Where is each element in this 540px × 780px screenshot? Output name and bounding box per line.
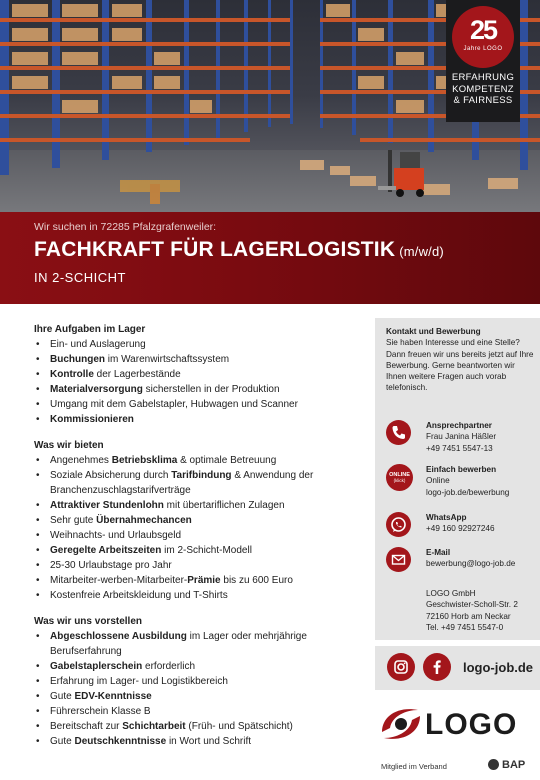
online-line: Online (426, 476, 450, 486)
list-item: • Mitarbeiter-werben-Mitarbeiter-Prämie bis zu 600 Euro (34, 573, 364, 588)
website-link[interactable]: logo-job.de (463, 660, 534, 675)
list-item: • Materialversorgung sicherstellen in der Produktion (34, 382, 364, 397)
list-item: • Kostenfreie Arbeitskleidung und T-Shirts (34, 588, 364, 603)
online-label: Einfach bewerben (426, 465, 497, 474)
list-item: • Soziale Absicherung durch Tarifbindung & Anwendung der Branchenzuschlagstarifverträge (34, 468, 364, 498)
phone-label: Ansprechpartner (426, 421, 492, 430)
list-item: • Gute Deutschkenntnisse in Wort und Schrift (34, 734, 364, 749)
whatsapp-details (426, 512, 540, 535)
list-item: • Gabelstaplerschein erforderlich (34, 659, 364, 674)
whatsapp-label: WhatsApp (426, 513, 467, 522)
company-address (426, 588, 538, 633)
logo-mark-icon (378, 702, 424, 746)
section-heading-offer: Was wir bieten (34, 440, 104, 451)
instagram-icon[interactable] (387, 653, 415, 681)
phone-icon (386, 420, 411, 445)
job-title-text: FACHKRAFT FÜR LAGERLOGISTIK (34, 238, 396, 261)
list-item: • Umgang mit dem Gabelstapler, Hubwagen und Scanner (34, 397, 364, 412)
online-apply-icon: ONLINE (klick) (386, 464, 413, 491)
facebook-icon[interactable] (423, 653, 451, 681)
list-item: • Weihnachts- und Urlaubsgeld (34, 528, 364, 543)
requirements-list (34, 629, 364, 749)
anniversary-seal (452, 6, 514, 68)
contact-heading: Kontakt und Bewerbung (386, 327, 481, 336)
value-line: KOMPETENZ (452, 83, 514, 95)
social-bar (375, 646, 540, 690)
list-item: • Angenehmes Betriebsklima & optimale Betreuung (34, 453, 364, 468)
phone-details (426, 420, 540, 454)
shift-subtitle: IN 2-SCHICHT (34, 270, 126, 285)
list-item: • Ein- und Auslagerung (34, 337, 364, 352)
whatsapp-icon (386, 512, 411, 537)
apply-link[interactable]: logo-job.de/bewerbung (426, 487, 510, 497)
list-item: • Abgeschlossene Ausbildung im Lager oder mehrjährige Berufserfahrung (34, 629, 364, 659)
value-line: & FAIRNESS (453, 95, 513, 106)
email-label: E-Mail (426, 548, 451, 557)
list-item: • Kontrolle der Lagerbestände (34, 367, 364, 382)
list-item: • Gute EDV-Kenntnisse (34, 689, 364, 704)
value-line: ERFAHRUNG (451, 72, 515, 83)
email-icon (386, 547, 411, 572)
job-title (34, 238, 444, 262)
bap-icon (488, 759, 499, 770)
phone-number[interactable]: +49 7451 5547-13 (426, 443, 493, 453)
section-heading-requirements: Was wir uns vorstellen (34, 616, 142, 627)
company-phone: Tel. +49 7451 5547-0 (426, 622, 504, 632)
online-details (426, 464, 540, 498)
email-address[interactable]: bewerbung@logo-job.de (426, 559, 516, 569)
list-item: • Sehr gute Übernahmechancen (34, 513, 364, 528)
section-heading-tasks: Ihre Aufgaben im Lager (34, 324, 146, 335)
contact-text: Sie haben Interesse und eine Stelle? Dann freuen wir uns bereits jetzt auf Ihre Bewerbung. Gerne beantworten wir Ihnen weitere Fragen auch vorab telefonisch. (386, 338, 534, 393)
list-item: • Attraktiver Stundenlohn mit übertariflichen Zulagen (34, 498, 364, 513)
whatsapp-number[interactable]: +49 160 92927246 (426, 524, 495, 534)
list-item: • Geregelte Arbeitszeiten im 2-Schicht-Modell (34, 543, 364, 558)
city: 72160 Horb am Neckar (426, 611, 511, 621)
gender-suffix: (m/w/d) (399, 244, 444, 259)
email-details (426, 547, 540, 570)
tasks-list (34, 337, 364, 427)
contact-person: Frau Janina Häßler (426, 432, 497, 442)
contact-sidebar (375, 318, 540, 640)
list-item: • Kommissionieren (34, 412, 364, 427)
anniversary-subtitle: Jahre LOGO (463, 46, 503, 52)
job-description (34, 322, 364, 760)
membership-text: Mitglied im Verband (381, 762, 447, 771)
company-name: LOGO GmbH (426, 589, 476, 598)
association-logo (488, 759, 525, 771)
offer-list (34, 453, 364, 603)
company-logo (378, 700, 528, 748)
anniversary-number: 25 (469, 15, 497, 45)
list-item: • 25-30 Urlaubstage pro Jahr (34, 558, 364, 573)
street: Geschwister-Scholl-Str. 2 (426, 600, 518, 610)
job-title-banner (0, 212, 540, 304)
list-item: • Führerschein Klasse B (34, 704, 364, 719)
logo-wordmark: LOGO (425, 708, 518, 741)
contact-intro (386, 326, 536, 394)
anniversary-badge (446, 0, 520, 122)
list-item: • Erfahrung im Lager- und Logistikbereich (34, 674, 364, 689)
location-intro: Wir suchen in 72285 Pfalzgrafenweiler: (34, 221, 217, 233)
list-item: • Buchungen im Warenwirtschaftssystem (34, 352, 364, 367)
association-name: BAP (502, 759, 526, 771)
list-item: • Bereitschaft zur Schichtarbeit (Früh- und Spätschicht) (34, 719, 364, 734)
anniversary-values (446, 72, 520, 107)
